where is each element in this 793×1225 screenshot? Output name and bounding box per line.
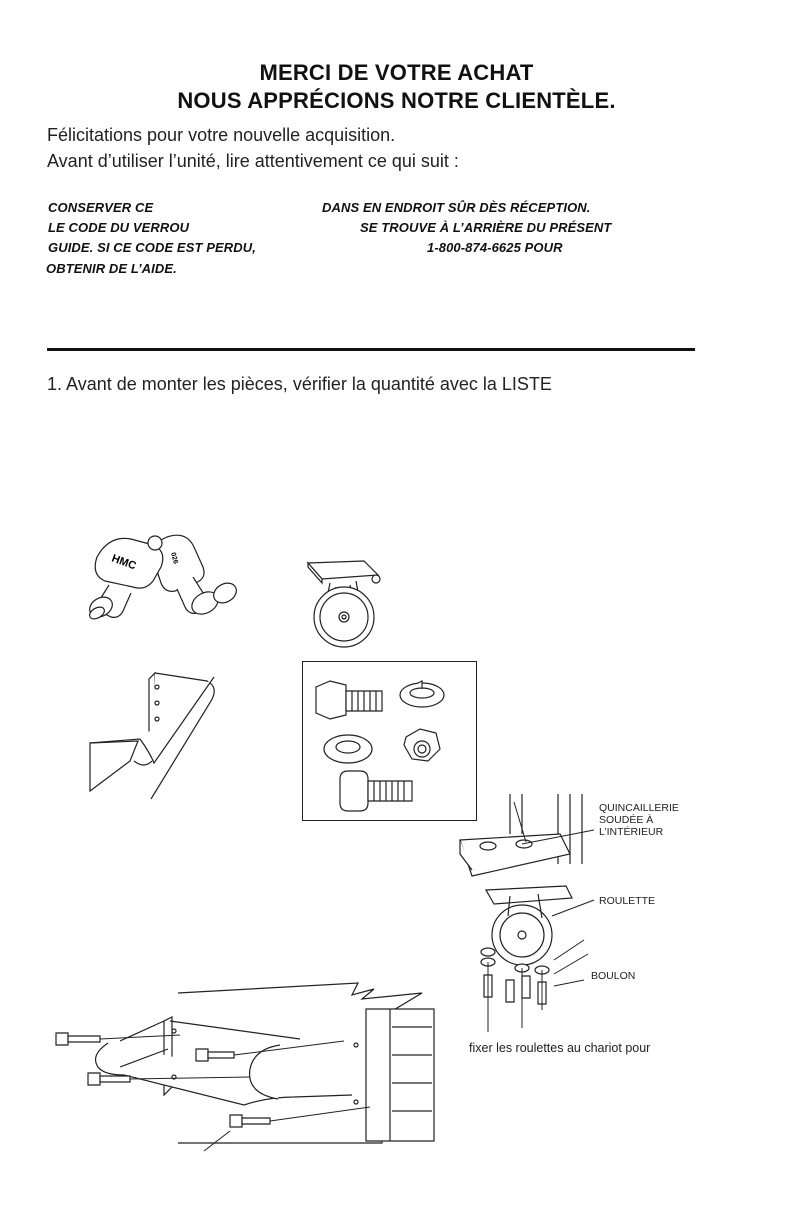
caster-illustration (300, 557, 390, 652)
title-line-1: MERCI DE VOTRE ACHAT (259, 60, 534, 85)
warning-row2-left: LE CODE DU VERROU (48, 220, 190, 235)
warning-row1-left: CONSERVER CE (48, 200, 154, 215)
step-1-instruction: 1. Avant de monter les pièces, vérifier la quantité avec la LISTE (47, 374, 552, 394)
caster-caption: fixer les roulettes au chariot pour (469, 1041, 651, 1055)
caster-mounting-diagram (450, 790, 595, 1025)
warning-row3-right: 1-800-874-6625 POUR (427, 240, 563, 255)
warning-row1-right: DANS EN ENDROIT SÛR DÈS RÉCEPTION. (322, 200, 591, 215)
label-inside: L’INTÉRIEUR (599, 826, 664, 838)
label-bolt: BOULON (591, 970, 636, 982)
keys-illustration (75, 527, 250, 627)
section-divider (47, 348, 695, 351)
key-2-label: 026 (169, 551, 179, 565)
bracket-illustration (80, 665, 230, 795)
bracket-mounting-diagram (50, 975, 440, 1145)
label-hardware: QUINCAILLERIE (599, 802, 679, 814)
warning-row2-right: SE TROUVE À L’ARRIÈRE DU PRÉSENT (360, 220, 612, 235)
key-1-label: HMC (109, 552, 138, 573)
intro-line-1: Félicitations pour votre nouvelle acquisition. (47, 125, 396, 145)
title-line-2: NOUS APPRÉCIONS NOTRE CLIENTÈLE. (177, 88, 616, 113)
warning-row3-left: GUIDE. SI CE CODE EST PERDU, (48, 240, 256, 255)
label-caster: ROULETTE (599, 895, 656, 907)
warning-row4-left: OBTENIR DE L’AIDE. (46, 261, 177, 276)
intro-line-2: Avant d’utiliser l’unité, lire attentivement ce qui suit : (47, 151, 459, 171)
label-welded: SOUDÉE À (599, 814, 654, 826)
